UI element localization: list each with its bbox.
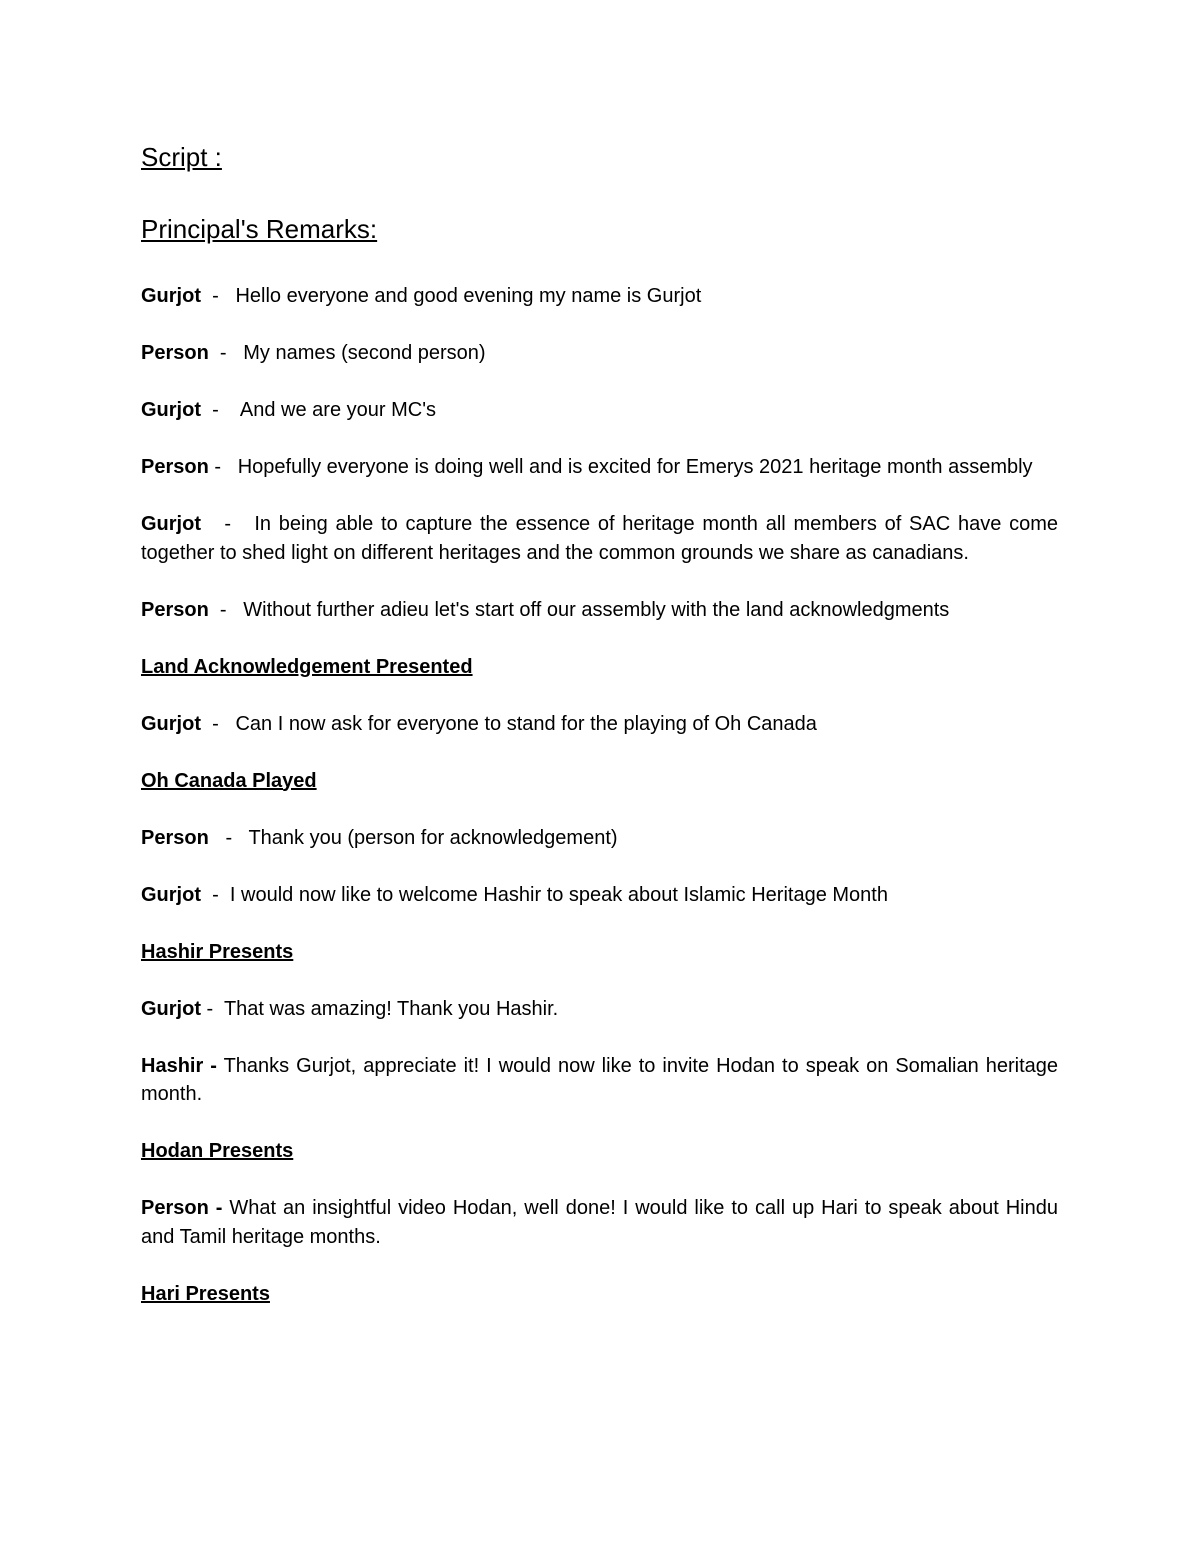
script-line	[141, 1194, 1058, 1251]
line-text: Thank you (person for acknowledgement)	[248, 826, 618, 849]
separator: -	[201, 997, 224, 1020]
separator: -	[208, 598, 244, 621]
script-line	[141, 510, 1058, 567]
script-heading: Script :	[141, 142, 222, 172]
speaker-name: Person	[141, 598, 209, 621]
stage-cue-land-acknowledgement: Land Acknowledgement Presented	[141, 655, 473, 678]
document-body	[141, 140, 1058, 1337]
speaker-name: Gurjot	[141, 712, 201, 735]
separator: -	[208, 826, 249, 849]
line-text: Hello everyone and good evening my name is Gurjot	[235, 285, 702, 307]
separator: -	[201, 513, 255, 535]
script-line	[141, 881, 1058, 910]
line-text: That was amazing! Thank you Hashir.	[223, 997, 559, 1020]
line-text: Without further adieu let's start off our assembly with the land acknowledgments	[243, 598, 950, 621]
stage-cue-hashir: Hashir Presents	[141, 940, 294, 963]
script-line	[141, 453, 1058, 482]
separator: -	[201, 399, 240, 421]
stage-cue-hari: Hari Presents	[141, 1282, 270, 1305]
line-text: In being able to capture the essence of heritage month all members of SAC have come together to shed light on different heritages and the common grounds we share as canadians.	[141, 513, 1058, 564]
script-line	[141, 824, 1058, 853]
line-text: What an insightful video Hodan, well done! I would like to call up Hari to speak about Hindu and Tamil heritage months.	[141, 1197, 1058, 1248]
script-line	[141, 995, 1058, 1024]
separator: -	[201, 712, 236, 735]
separator: -	[208, 456, 238, 478]
line-text: Can I now ask for everyone to stand for the playing of Oh Canada	[235, 712, 817, 735]
separator: -	[201, 285, 236, 307]
speaker-name: Person	[141, 342, 209, 364]
line-text: And we are your MC's	[239, 399, 437, 421]
speaker-name: Gurjot	[141, 399, 201, 421]
speaker-name: Gurjot	[141, 883, 201, 906]
stage-cue-oh-canada: Oh Canada Played	[141, 769, 317, 792]
separator: -	[208, 342, 244, 364]
line-text: I would now like to welcome Hashir to speak about Islamic Heritage Month	[229, 883, 888, 906]
speaker-name: Gurjot	[141, 513, 201, 535]
speaker-name: Gurjot	[141, 997, 201, 1020]
script-line	[141, 396, 1058, 425]
stage-cue-hodan: Hodan Presents	[141, 1140, 294, 1162]
script-line	[141, 710, 1058, 739]
script-line	[141, 596, 1058, 625]
line-text: Hopefully everyone is doing well and is excited for Emerys 2021 heritage month assembly	[237, 456, 1033, 478]
speaker-name: Person -	[141, 1197, 223, 1219]
speaker-name: Hashir -	[141, 1054, 217, 1077]
script-line	[141, 339, 1058, 368]
principals-remarks-heading: Principal's Remarks:	[141, 214, 378, 244]
separator: -	[201, 883, 230, 906]
script-line	[141, 282, 1058, 311]
line-text: My names (second person)	[243, 342, 486, 364]
separator	[217, 1055, 224, 1077]
script-line	[141, 1052, 1058, 1109]
speaker-name: Gurjot	[141, 285, 201, 307]
line-text: Thanks Gurjot, appreciate it! I would now like to invite Hodan to speak on Somalian heritage month.	[141, 1054, 1058, 1105]
speaker-name: Person	[141, 456, 209, 478]
speaker-name: Person	[141, 826, 209, 849]
